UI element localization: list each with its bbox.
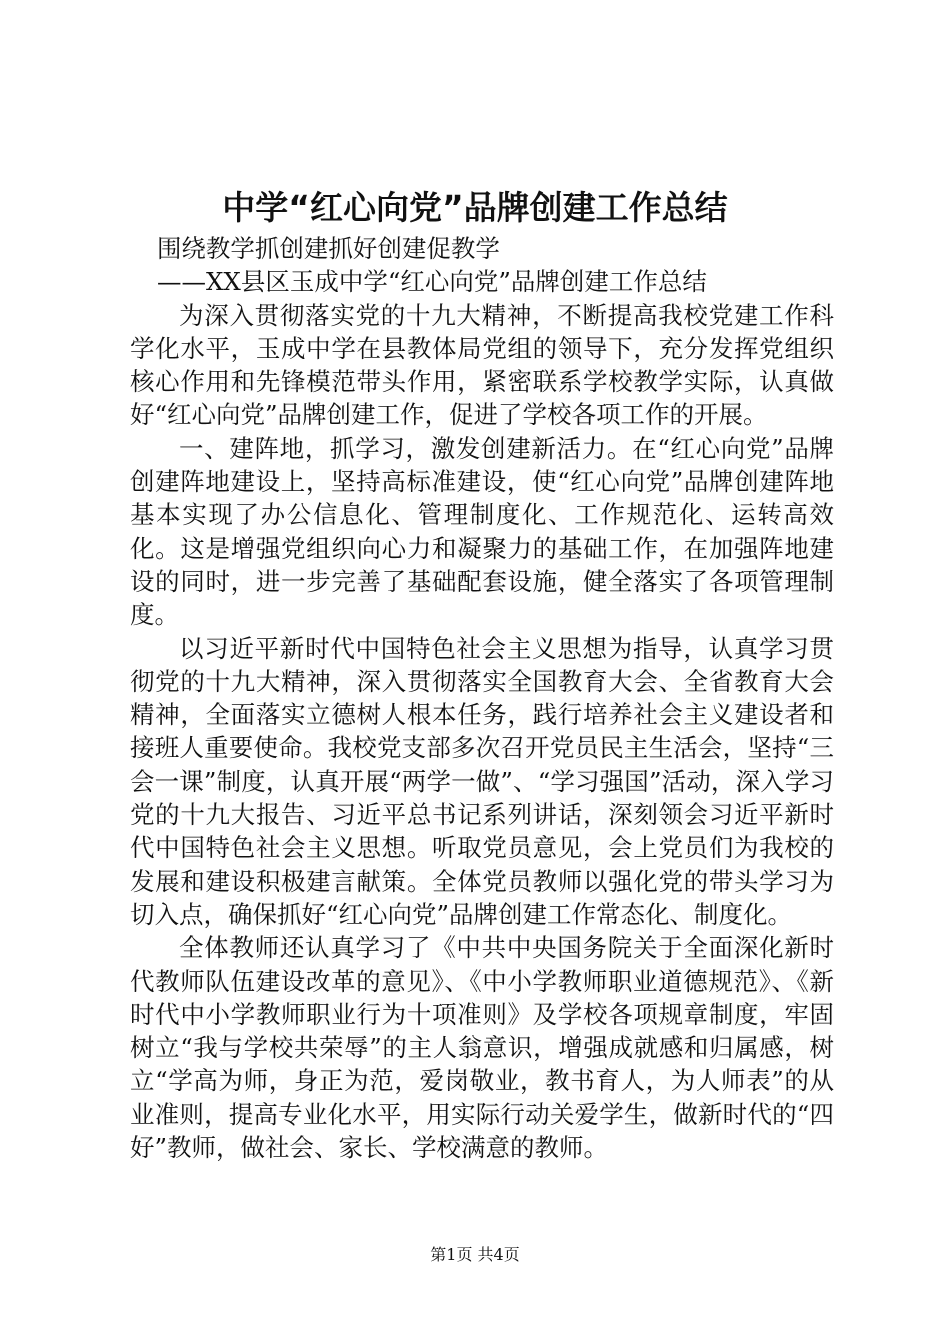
paragraph-teachers: 全体教师还认真学习了《中共中央国务院关于全面深化新时代教师队伍建设改革的意见》、《中小学教师职业道德规范》、《新时代中小学教师职业行为十项准则》及学校各项规章制度，牢固树立“我与学校共荣辱”的主人翁意识，增强成就感和归属感，树立“学高为师，身正为范，爱岗敬业，教书育人，为人师表”的从业准则，提高专业化水平，用实际行动关爱学生，做新时代的“四好”教师，做社会、家长、学校满意的教师。 — [130, 933, 834, 1163]
paragraph-study: 以习近平新时代中国特色社会主义思想为指导，认真学习贯彻党的十九大精神，深入贯彻落实全国教育大会、全省教育大会精神，全面落实立德树人根本任务，践行培养社会主义建设者和接班人重要使命。我校党支部多次召开党员民主生活会，坚持“三会一课”制度，认真开展“两学一做”、“学习强国”活动，深入学习党的十九大报告、习近平总书记系列讲话，深刻领会习近平新时代中国特色社会主义思想。听取党员意见，会上党员们为我校的发展和建设积极建言献策。全体党员教师以强化党的带头学习为切入点，确保抓好“红心向党”品牌创建工作常态化、制度化。 — [130, 633, 834, 929]
paragraph-intro: 为深入贯彻落实党的十九大精神，不断提高我校党建工作科学化水平，玉成中学在县教体局党组的领导下，充分发挥党组织核心作用和先锋模范带头作用，紧密联系学校教学实际，认真做好“红心向党”品牌创建工作，促进了学校各项工作的开展。 — [130, 300, 834, 430]
subtitle-line-1: 围绕教学抓创建抓好创建促教学 — [156, 234, 500, 263]
subtitle-line-2: ——XX县区玉成中学“红心向党”品牌创建工作总结 — [156, 267, 707, 297]
page-number-footer: 第1页 共4页 — [430, 1245, 520, 1264]
document-title: 中学“红心向党”品牌创建工作总结 — [222, 188, 728, 227]
document-body — [130, 232, 834, 1164]
paragraph-section-1: 一、建阵地，抓学习，激发创建新活力。在“红心向党”品牌创建阵地建设上，坚持高标准建设，使“红心向党”品牌创建阵地基本实现了办公信息化、管理制度化、工作规范化、运转高效化。这是增强党组织向心力和凝聚力的基础工作，在加强阵地建设的同时，进一步完善了基础配套设施，健全落实了各项管理制度。 — [130, 433, 834, 630]
